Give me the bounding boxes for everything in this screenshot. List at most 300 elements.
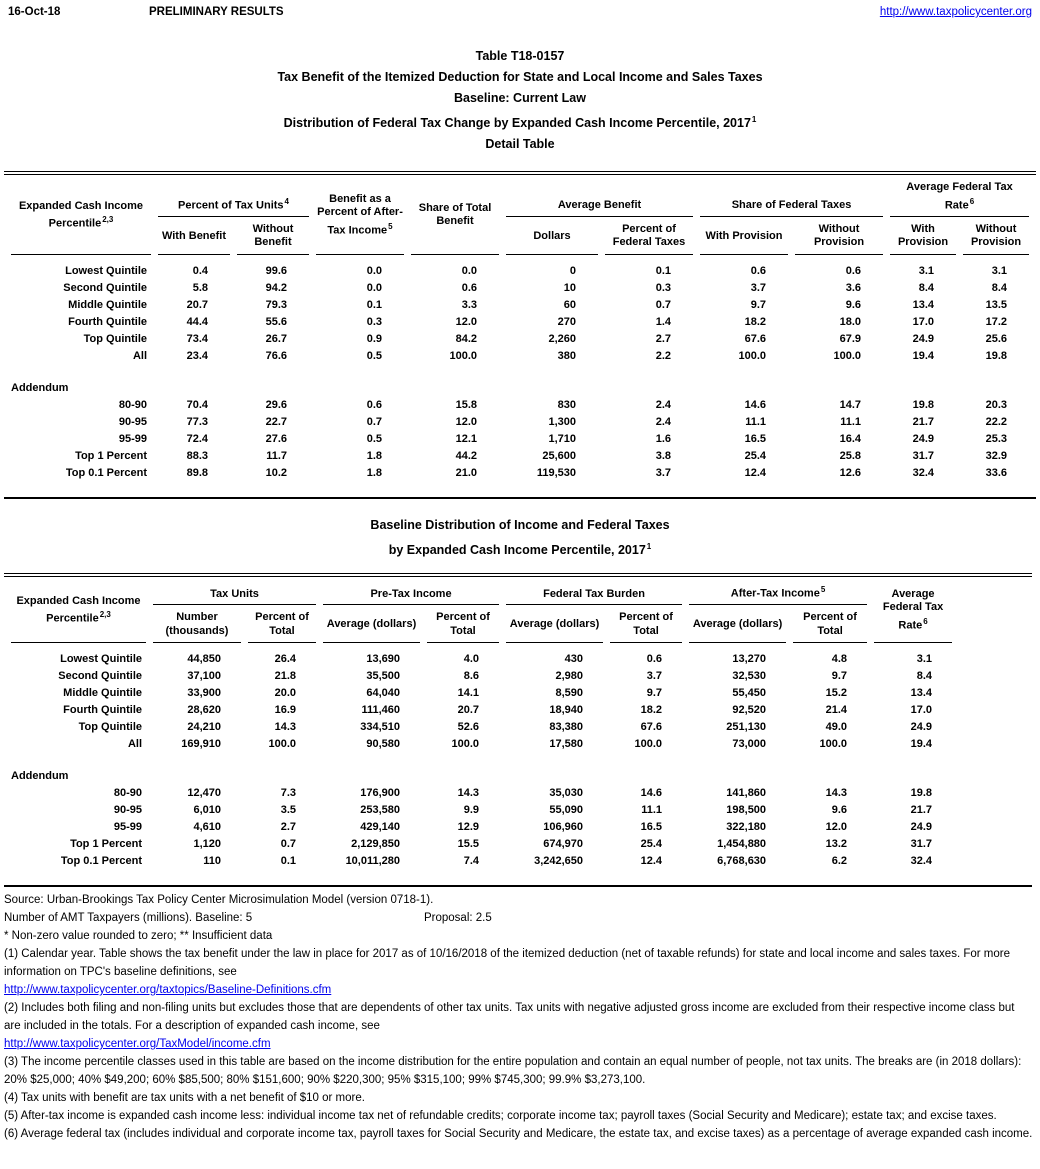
cell-avg-rate: 24.9 xyxy=(910,821,933,834)
cell-benefit-pct-ati: 0.7 xyxy=(366,415,382,428)
col-header-without-provision-share: Without Provision xyxy=(795,217,883,255)
cell-share-fed-without: 67.9 xyxy=(839,332,861,345)
cell-pretax-pct: 20.7 xyxy=(457,704,480,717)
col-header-with-benefit: With Benefit xyxy=(158,217,230,255)
filler-cell xyxy=(959,651,1025,668)
baseline-table-title: Baseline Distribution of Income and Federal Taxes by Expanded Cash Income Percentile, 2017$^1$ xyxy=(370,517,670,557)
row-label: Top 1 Percent xyxy=(70,838,142,851)
col-header-with-provision-rate: With Provision xyxy=(890,217,956,255)
addendum-label: Addendum xyxy=(11,770,69,783)
cell-units-pct: 0.1 xyxy=(280,855,297,868)
cell-avg-benefit-pct-fed: 2.7 xyxy=(655,332,671,345)
cell-share-total-benefit: 12.0 xyxy=(455,415,477,428)
row-label: 95-99 xyxy=(113,821,142,834)
table-row xyxy=(11,668,1025,685)
cell-pct-without-benefit: 99.6 xyxy=(265,264,287,277)
cell-aftertax-avg: 32,530 xyxy=(732,670,767,683)
taxpolicycenter-link[interactable]: http://www.taxpolicycenter.org xyxy=(879,6,1032,18)
cell-rate-without: 22.2 xyxy=(985,415,1007,428)
footnote-1: (1) Calendar year. Table shows the tax benefit under the law in place for 2017 as of 10/16/2018 of the itemized deduction (net of taxable refunds) for state and local income and sales taxes. For more information on TPC's baseline definitions, see xyxy=(4,948,1010,979)
row-label: 80-90 xyxy=(113,787,142,800)
cell-burden-pct: 14.6 xyxy=(640,787,663,800)
cell-pretax-avg: 13,690 xyxy=(366,653,401,666)
cell-burden-pct: 25.4 xyxy=(640,838,663,851)
col-group-percent-of-tax-units: Percent of Tax Units$^4$ xyxy=(158,175,309,217)
table-row xyxy=(11,685,1025,702)
cell-benefit-pct-ati: 0.0 xyxy=(366,281,382,294)
cell-benefit-pct-ati: 0.5 xyxy=(366,349,382,362)
top-bar xyxy=(4,6,1036,24)
addendum-row xyxy=(11,380,1029,397)
col-group-tax-units: Tax Units xyxy=(153,577,316,605)
cell-aftertax-avg: 322,180 xyxy=(726,821,767,834)
footnote-5: (5) After-tax income is expanded cash income less: individual income tax net of refundable credits; corporate income tax; payroll taxes (Social Security and Medicare); estate tax; and excise taxes. xyxy=(4,1110,997,1123)
cell-burden-avg: 17,580 xyxy=(549,738,584,751)
cell-share-fed-without: 16.4 xyxy=(839,432,861,445)
cell-rate-without: 25.6 xyxy=(985,332,1007,345)
filler-cell xyxy=(959,785,1025,802)
cell-avg-rate: 13.4 xyxy=(910,687,933,700)
cell-units-number: 4,610 xyxy=(193,821,221,834)
row-label: Fourth Quintile xyxy=(68,315,147,328)
cell-pct-with-benefit: 5.8 xyxy=(192,281,208,294)
cell-share-fed-without: 14.7 xyxy=(839,398,861,411)
detail-table xyxy=(4,171,1036,499)
cell-avg-benefit-pct-fed: 0.3 xyxy=(655,281,671,294)
cell-aftertax-pct: 4.8 xyxy=(831,653,848,666)
table-row xyxy=(11,702,1025,719)
cell-rate-with: 24.9 xyxy=(912,332,934,345)
col-header-percent-of-total-aftertax: Percent of Total xyxy=(793,605,867,643)
cell-avg-rate: 17.0 xyxy=(910,704,933,717)
cell-avg-rate: 3.1 xyxy=(916,653,933,666)
row-label: Middle Quintile xyxy=(68,298,147,311)
col-group-after-tax-income: After-Tax Income$^5$ xyxy=(689,577,867,605)
cell-aftertax-pct: 21.4 xyxy=(825,704,848,717)
cell-pretax-avg: 429,140 xyxy=(360,821,401,834)
table-row xyxy=(11,297,1029,314)
cell-pct-with-benefit: 88.3 xyxy=(186,449,208,462)
table-row xyxy=(11,651,1025,668)
cell-burden-pct: 11.1 xyxy=(641,804,663,817)
cell-benefit-pct-ati: 0.9 xyxy=(366,332,382,345)
cell-pct-without-benefit: 27.6 xyxy=(265,432,287,445)
col-group-average-federal-tax-rate: Average Federal Tax Rate$^6$ xyxy=(890,175,1029,217)
cell-aftertax-avg: 1,454,880 xyxy=(717,838,767,851)
filler-cell xyxy=(959,668,1025,685)
cell-units-pct: 14.3 xyxy=(274,721,297,734)
cell-avg-benefit-dollars: 1,300 xyxy=(548,415,576,428)
col-group-average-benefit: Average Benefit xyxy=(506,175,693,217)
col-header-average-federal-tax-rate: Average Federal Tax Rate$^6$ xyxy=(874,577,952,643)
distribution-title: Distribution of Federal Tax Change by Expanded Cash Income Percentile, 2017$^1$ xyxy=(283,115,757,131)
cell-pretax-avg: 176,900 xyxy=(360,787,401,800)
cell-rate-without: 13.5 xyxy=(985,298,1007,311)
cell-pretax-avg: 35,500 xyxy=(366,670,401,683)
col-group-federal-tax-burden: Federal Tax Burden xyxy=(506,577,682,605)
cell-burden-pct: 18.2 xyxy=(640,704,663,717)
filler-cell xyxy=(959,853,1025,870)
footnote-6: (6) Average federal tax (includes individual and corporate income tax, payroll taxes for Social Security and Medicare, the estate tax, and excise taxes) as a percentage of average expanded cash income. xyxy=(4,1128,1033,1141)
cell-avg-benefit-dollars: 830 xyxy=(557,398,576,411)
footnote-3: (3) The income percentile classes used in this table are based on the income distribution for the entire population and contain an equal number of people, not tax units. The breaks are (in 2018 dollars): 20% $25,000; 40% $49,200; 60% $85,500; 80% $151,600; 90% $220,300; 95% $315,100; 99% $745,300; 99.9% $3,273,100. xyxy=(4,1056,1022,1087)
table-row xyxy=(11,348,1029,365)
source-note: Source: Urban-Brookings Tax Policy Center Microsimulation Model (version 0718-1). xyxy=(4,894,434,907)
table-row xyxy=(11,331,1029,348)
cell-aftertax-avg: 141,860 xyxy=(726,787,767,800)
cell-aftertax-avg: 6,768,630 xyxy=(717,855,767,868)
col-header-percent-of-total-pretax: Percent of Total xyxy=(427,605,499,643)
cell-units-number: 110 xyxy=(203,855,221,868)
cell-aftertax-pct: 100.0 xyxy=(819,738,848,751)
cell-aftertax-avg: 55,450 xyxy=(732,687,767,700)
cell-aftertax-pct: 49.0 xyxy=(825,721,848,734)
baseline-table xyxy=(4,573,1032,887)
cell-rate-without: 17.2 xyxy=(985,315,1007,328)
spacer-row xyxy=(11,870,1025,885)
cell-units-pct: 3.5 xyxy=(280,804,297,817)
cell-rate-with: 8.4 xyxy=(918,281,934,294)
cell-aftertax-pct: 13.2 xyxy=(825,838,848,851)
cell-avg-benefit-dollars: 119,530 xyxy=(536,466,576,479)
cell-avg-benefit-pct-fed: 3.8 xyxy=(655,449,671,462)
addendum-row xyxy=(11,768,1025,785)
row-label: Top Quintile xyxy=(83,332,147,345)
cell-pretax-pct: 9.9 xyxy=(463,804,480,817)
cell-avg-rate: 19.8 xyxy=(910,787,933,800)
table-row xyxy=(11,802,1025,819)
row-label: Middle Quintile xyxy=(63,687,142,700)
cell-pct-with-benefit: 44.4 xyxy=(186,315,208,328)
cell-avg-benefit-pct-fed: 2.4 xyxy=(655,398,671,411)
cell-rate-with: 21.7 xyxy=(912,415,934,428)
page-title: Tax Benefit of the Itemized Deduction for State and Local Income and Sales Taxes xyxy=(277,70,763,84)
spacer-row xyxy=(11,255,1029,263)
cell-rate-without: 19.8 xyxy=(985,349,1007,362)
row-label: Lowest Quintile xyxy=(60,653,142,666)
table-row xyxy=(11,819,1025,836)
filler-cell xyxy=(959,819,1025,836)
cell-share-fed-with: 9.7 xyxy=(750,298,766,311)
cell-share-total-benefit: 3.3 xyxy=(461,298,477,311)
cell-burden-avg: 430 xyxy=(564,653,584,666)
cell-rate-with: 31.7 xyxy=(912,449,934,462)
cell-avg-rate: 21.7 xyxy=(910,804,933,817)
cell-burden-avg: 8,590 xyxy=(555,687,584,700)
preliminary-results-label: PRELIMINARY RESULTS xyxy=(149,6,284,18)
cell-rate-with: 19.8 xyxy=(912,398,934,411)
row-label: All xyxy=(127,738,142,751)
cell-avg-benefit-pct-fed: 1.4 xyxy=(655,315,671,328)
cell-share-fed-without: 25.8 xyxy=(839,449,861,462)
cell-burden-avg: 3,242,650 xyxy=(534,855,584,868)
cell-units-pct: 0.7 xyxy=(280,838,297,851)
cell-benefit-pct-ati: 0.0 xyxy=(366,264,382,277)
col-header-average-dollars-aftertax: Average (dollars) xyxy=(689,605,786,643)
spacer-row xyxy=(11,643,1025,651)
cell-burden-pct: 3.7 xyxy=(646,670,663,683)
cell-aftertax-pct: 6.2 xyxy=(831,855,848,868)
cell-share-fed-without: 9.6 xyxy=(845,298,861,311)
table-row xyxy=(11,263,1029,280)
col-group-pre-tax-income: Pre-Tax Income xyxy=(323,577,499,605)
cell-share-fed-with: 16.5 xyxy=(744,432,766,445)
col-header-number-thousands: Number (thousands) xyxy=(153,605,241,643)
cell-burden-pct: 9.7 xyxy=(646,687,663,700)
cell-units-number: 169,910 xyxy=(181,738,221,751)
cell-avg-rate: 24.9 xyxy=(910,721,933,734)
cell-share-fed-with: 18.2 xyxy=(744,315,766,328)
cell-units-number: 33,900 xyxy=(187,687,221,700)
footnote-4: (4) Tax units with benefit are tax units with a net benefit of $10 or more. xyxy=(4,1092,365,1105)
cell-units-number: 1,120 xyxy=(193,838,221,851)
report-date: 16-Oct-18 xyxy=(8,6,61,18)
cell-aftertax-pct: 9.7 xyxy=(831,670,848,683)
col-header-dollars: Dollars xyxy=(506,217,598,255)
cell-units-number: 12,470 xyxy=(187,787,221,800)
col-header-without-provision-rate: Without Provision xyxy=(963,217,1029,255)
cell-burden-pct: 0.6 xyxy=(646,653,663,666)
detail-table-label: Detail Table xyxy=(485,137,555,152)
cell-avg-benefit-dollars: 270 xyxy=(557,315,576,328)
col-header-percent-of-federal-taxes: Percent of Federal Taxes xyxy=(605,217,693,255)
cell-aftertax-avg: 92,520 xyxy=(732,704,767,717)
col-header-percent-of-total-units: Percent of Total xyxy=(248,605,316,643)
cell-pretax-pct: 15.5 xyxy=(457,838,480,851)
spacer-row xyxy=(11,753,1025,768)
cell-share-fed-without: 12.6 xyxy=(839,466,861,479)
cell-units-pct: 26.4 xyxy=(274,653,297,666)
col-header-share-of-total-benefit: Share of Total Benefit xyxy=(411,175,499,255)
cell-share-total-benefit: 0.6 xyxy=(461,281,477,294)
cell-aftertax-pct: 12.0 xyxy=(825,821,848,834)
cell-units-number: 28,620 xyxy=(187,704,221,717)
cell-pct-with-benefit: 72.4 xyxy=(186,432,208,445)
cell-pct-without-benefit: 22.7 xyxy=(265,415,287,428)
cell-pretax-pct: 14.3 xyxy=(457,787,480,800)
cell-rate-with: 32.4 xyxy=(912,466,934,479)
cell-pct-with-benefit: 20.7 xyxy=(186,298,208,311)
cell-burden-avg: 18,940 xyxy=(549,704,584,717)
cell-aftertax-pct: 9.6 xyxy=(831,804,848,817)
baseline-definitions-link[interactable]: http://www.taxpolicycenter.org/taxtopics/Baseline-Definitions.cfm xyxy=(4,984,332,997)
cell-rate-with: 17.0 xyxy=(912,315,934,328)
amt-taxpayers-note: Number of AMT Taxpayers (millions). Baseline: 5 Proposal: 2.5 xyxy=(4,909,1034,927)
row-label: 80-90 xyxy=(118,398,147,411)
cell-pretax-avg: 111,460 xyxy=(361,704,401,717)
cell-share-fed-without: 18.0 xyxy=(839,315,861,328)
cell-rate-without: 3.1 xyxy=(991,264,1007,277)
filler-column xyxy=(959,577,1025,643)
cell-avg-rate: 19.4 xyxy=(910,738,933,751)
cell-avg-benefit-pct-fed: 1.6 xyxy=(655,432,671,445)
cell-rate-without: 32.9 xyxy=(985,449,1007,462)
filler-cell xyxy=(959,802,1025,819)
cell-units-number: 44,850 xyxy=(187,653,221,666)
cell-benefit-pct-ati: 1.8 xyxy=(366,466,382,479)
footnotes xyxy=(4,891,1034,1143)
cell-rate-with: 13.4 xyxy=(912,298,934,311)
cell-pct-with-benefit: 73.4 xyxy=(186,332,208,345)
table-row xyxy=(11,314,1029,331)
row-label: All xyxy=(132,349,147,362)
row-label: 90-95 xyxy=(113,804,142,817)
filler-cell xyxy=(959,736,1025,753)
col-header-average-dollars-burden: Average (dollars) xyxy=(506,605,603,643)
cell-pct-without-benefit: 11.7 xyxy=(266,449,287,462)
cell-rate-without: 20.3 xyxy=(985,398,1007,411)
cell-pretax-pct: 12.9 xyxy=(457,821,480,834)
cell-pretax-avg: 334,510 xyxy=(360,721,401,734)
cell-rate-with: 3.1 xyxy=(918,264,934,277)
table-number: Table T18-0157 xyxy=(475,49,565,63)
col-header-with-provision-share: With Provision xyxy=(700,217,788,255)
cell-pct-with-benefit: 70.4 xyxy=(186,398,208,411)
cell-avg-benefit-pct-fed: 2.2 xyxy=(655,349,671,362)
cell-pretax-avg: 2,129,850 xyxy=(351,838,401,851)
cell-units-pct: 21.8 xyxy=(274,670,297,683)
cell-pct-with-benefit: 0.4 xyxy=(192,264,208,277)
row-label: Top Quintile xyxy=(78,721,142,734)
cell-pretax-avg: 64,040 xyxy=(366,687,401,700)
baseline-label: Baseline: Current Law xyxy=(454,91,586,105)
col-header-income-percentile: Expanded Cash Income Percentile$^{2,3}$ xyxy=(11,175,151,255)
spacer-row xyxy=(11,482,1029,497)
cell-burden-pct: 67.6 xyxy=(640,721,663,734)
cell-burden-avg: 106,960 xyxy=(543,821,584,834)
cell-avg-benefit-dollars: 0 xyxy=(569,264,576,277)
cell-pretax-pct: 14.1 xyxy=(457,687,480,700)
cell-avg-rate: 31.7 xyxy=(910,838,933,851)
row-label: Second Quintile xyxy=(63,281,147,294)
row-label: 95-99 xyxy=(118,432,147,445)
cell-share-fed-with: 100.0 xyxy=(738,349,766,362)
cell-avg-benefit-dollars: 10 xyxy=(563,281,576,294)
cell-units-pct: 7.3 xyxy=(280,787,297,800)
row-label: Top 0.1 Percent xyxy=(65,466,147,479)
cell-share-total-benefit: 0.0 xyxy=(461,264,477,277)
cell-share-fed-without: 100.0 xyxy=(833,349,861,362)
cell-benefit-pct-ati: 0.5 xyxy=(366,432,382,445)
cell-share-total-benefit: 21.0 xyxy=(455,466,477,479)
cell-share-fed-with: 14.6 xyxy=(744,398,766,411)
cell-pct-without-benefit: 29.6 xyxy=(265,398,287,411)
cell-burden-avg: 2,980 xyxy=(555,670,584,683)
cell-avg-benefit-pct-fed: 2.4 xyxy=(655,415,671,428)
cell-rate-without: 25.3 xyxy=(985,432,1007,445)
cell-units-pct: 16.9 xyxy=(274,704,297,717)
cell-benefit-pct-ati: 0.6 xyxy=(366,398,382,411)
cell-rate-with: 19.4 xyxy=(912,349,934,362)
row-label: Fourth Quintile xyxy=(63,704,142,717)
amt-proposal-value: Proposal: 2.5 xyxy=(424,912,492,925)
cell-pct-without-benefit: 26.7 xyxy=(265,332,287,345)
col-header-percent-of-total-burden: Percent of Total xyxy=(610,605,682,643)
cell-avg-benefit-dollars: 380 xyxy=(557,349,576,362)
row-label: Top 1 Percent xyxy=(75,449,147,462)
cell-share-fed-with: 12.4 xyxy=(744,466,766,479)
table-row xyxy=(11,414,1029,431)
row-label: Second Quintile xyxy=(58,670,142,683)
cell-share-total-benefit: 12.0 xyxy=(455,315,477,328)
cell-avg-benefit-dollars: 25,600 xyxy=(542,449,576,462)
income-definition-link[interactable]: http://www.taxpolicycenter.org/TaxModel/income.cfm xyxy=(4,1038,271,1051)
cell-avg-benefit-pct-fed: 0.7 xyxy=(655,298,671,311)
filler-cell xyxy=(959,685,1025,702)
cell-pretax-pct: 7.4 xyxy=(463,855,480,868)
cell-benefit-pct-ati: 0.1 xyxy=(366,298,382,311)
cell-share-fed-without: 0.6 xyxy=(845,264,861,277)
cell-share-total-benefit: 12.1 xyxy=(455,432,477,445)
cell-share-fed-with: 3.7 xyxy=(750,281,766,294)
cell-avg-rate: 32.4 xyxy=(910,855,933,868)
cell-pct-without-benefit: 76.6 xyxy=(265,349,287,362)
col-header-benefit-pct-after-tax-income: Benefit as a Percent of After-Tax Income$^5$ xyxy=(316,175,404,255)
cell-avg-benefit-dollars: 1,710 xyxy=(548,432,576,445)
cell-pct-without-benefit: 55.6 xyxy=(265,315,287,328)
cell-aftertax-avg: 73,000 xyxy=(732,738,767,751)
cell-avg-benefit-pct-fed: 3.7 xyxy=(655,466,671,479)
cell-share-total-benefit: 100.0 xyxy=(449,349,477,362)
cell-pretax-avg: 90,580 xyxy=(366,738,401,751)
cell-units-pct: 100.0 xyxy=(268,738,297,751)
cell-aftertax-avg: 13,270 xyxy=(732,653,767,666)
spacer-row xyxy=(11,365,1029,380)
cell-pct-without-benefit: 10.2 xyxy=(265,466,287,479)
table-row xyxy=(11,465,1029,482)
table-row xyxy=(11,836,1025,853)
cell-burden-pct: 16.5 xyxy=(640,821,663,834)
filler-cell xyxy=(959,836,1025,853)
cell-burden-avg: 83,380 xyxy=(549,721,584,734)
cell-rate-with: 24.9 xyxy=(912,432,934,445)
cell-aftertax-pct: 15.2 xyxy=(825,687,848,700)
cell-pretax-pct: 100.0 xyxy=(451,738,480,751)
cell-pct-without-benefit: 79.3 xyxy=(265,298,287,311)
table-row xyxy=(11,736,1025,753)
cell-share-total-benefit: 15.8 xyxy=(455,398,477,411)
cell-units-number: 37,100 xyxy=(187,670,221,683)
row-label: 90-95 xyxy=(118,415,147,428)
asterisk-note: * Non-zero value rounded to zero; ** Insufficient data xyxy=(4,930,273,943)
cell-units-number: 24,210 xyxy=(187,721,221,734)
cell-share-total-benefit: 44.2 xyxy=(455,449,477,462)
cell-pct-with-benefit: 89.8 xyxy=(186,466,208,479)
cell-aftertax-avg: 198,500 xyxy=(726,804,767,817)
cell-share-fed-without: 3.6 xyxy=(845,281,861,294)
table-row xyxy=(11,719,1025,736)
cell-burden-pct: 12.4 xyxy=(640,855,663,868)
cell-burden-pct: 100.0 xyxy=(634,738,663,751)
table-row xyxy=(11,431,1029,448)
cell-aftertax-pct: 14.3 xyxy=(825,787,848,800)
cell-burden-avg: 55,090 xyxy=(549,804,584,817)
col-header-income-percentile: Expanded Cash Income Percentile$^{2,3}$ xyxy=(11,577,146,643)
cell-units-pct: 20.0 xyxy=(274,687,297,700)
cell-pct-without-benefit: 94.2 xyxy=(265,281,287,294)
table-row xyxy=(11,280,1029,297)
row-label: Lowest Quintile xyxy=(65,264,147,277)
cell-share-fed-with: 25.4 xyxy=(744,449,766,462)
addendum-label: Addendum xyxy=(11,381,69,394)
cell-benefit-pct-ati: 0.3 xyxy=(366,315,382,328)
footnote-2: (2) Includes both filing and non-filing units but excludes those that are dependents of other tax units. Tax units with negative adjusted gross income are excluded from their respective income class but are included in the totals. For a description of expanded cash income, see xyxy=(4,1002,1015,1033)
cell-avg-benefit-dollars: 2,260 xyxy=(548,332,576,345)
cell-share-total-benefit: 84.2 xyxy=(455,332,477,345)
col-group-share-of-federal-taxes: Share of Federal Taxes xyxy=(700,175,883,217)
cell-share-fed-without: 11.1 xyxy=(840,415,861,428)
cell-share-fed-with: 11.1 xyxy=(745,415,766,428)
